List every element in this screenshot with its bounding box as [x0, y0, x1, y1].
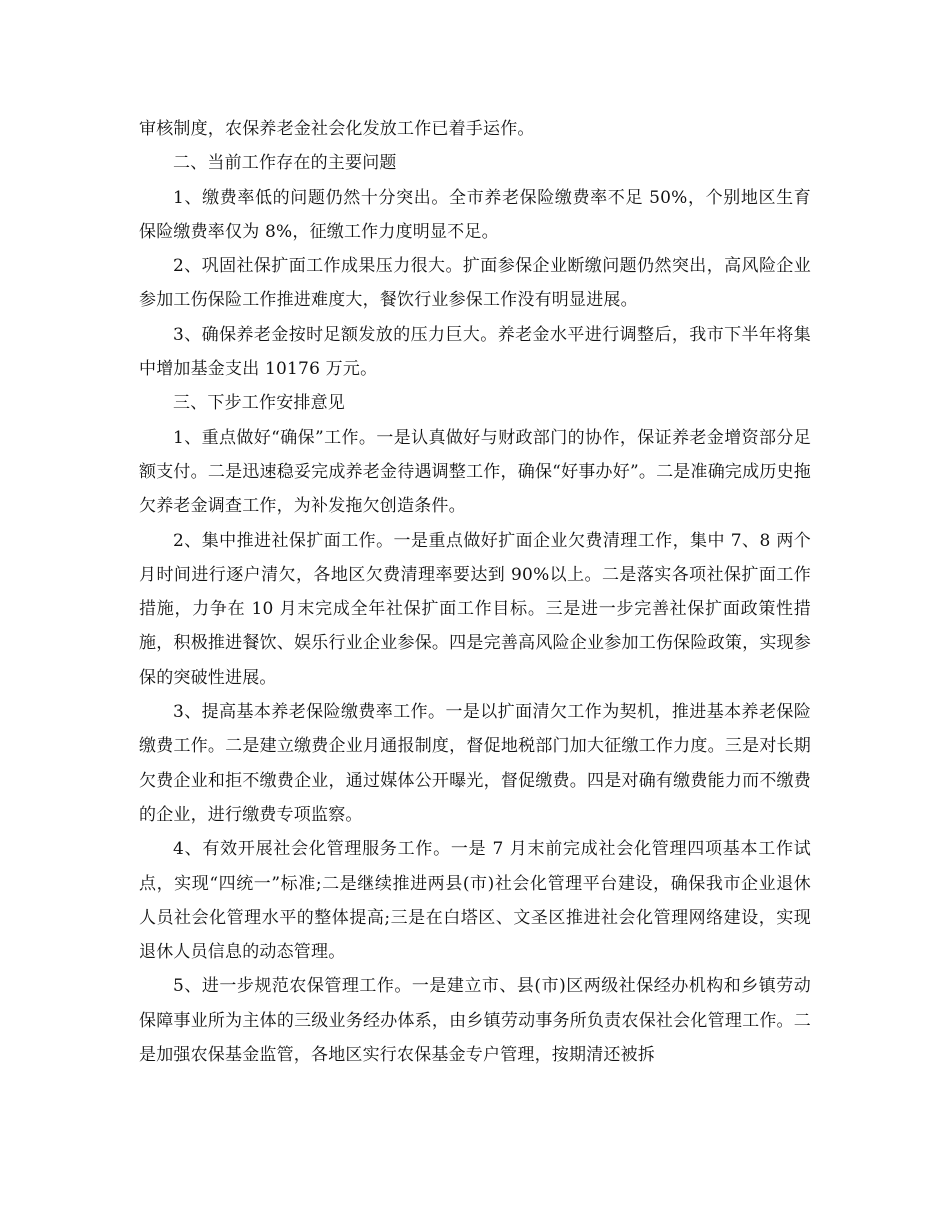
- paragraph-step-3: 3、提高基本养老保险缴费率工作。一是以扩面清欠工作为契机，推进基本养老保险缴费工作。二是建立缴费企业月通报制度，督促地税部门加大征缴工作力度。三是对长期欠费企业和拒不缴费企业，通过媒体公开曝光，督促缴费。四是对确有缴费能力而不缴费的企业，进行缴费专项监察。: [139, 702, 811, 825]
- section-heading-next-steps: 三、下步工作安排意见: [173, 393, 345, 414]
- paragraph-continuation: 审核制度，农保养老金社会化发放工作已着手运作。: [139, 119, 535, 139]
- document-body: [139, 112, 811, 1072]
- paragraph-step-1: 1、重点做好“确保”工作。一是认真做好与财政部门的协作，保证养老金增资部分足额支付。二是迅速稳妥完成养老金待遇调整工作，确保“好事办好”。二是准确完成历史拖欠养老金调查工作，为补发拖欠创造条件。: [139, 427, 811, 517]
- paragraph-problem-2: 2、巩固社保扩面工作成果压力很大。扩面参保企业断缴问题仍然突出，高风险企业参加工伤保险工作推进难度大，餐饮行业参保工作没有明显进展。: [139, 256, 811, 311]
- paragraph-problem-1: 1、缴费率低的问题仍然十分突出。全市养老保险缴费率不足 50%，个别地区生育保险缴费率仅为 8%，征缴工作力度明显不足。: [139, 187, 811, 242]
- section-heading-main-problems: 二、当前工作存在的主要问题: [173, 153, 397, 174]
- paragraph-step-5: 5、进一步规范农保管理工作。一是建立市、县(市)区两级社保经办机构和乡镇劳动保障事业所为主体的三级业务经办体系，由乡镇劳动事务所负责农保社会化管理工作。二是加强农保基金监管，各地区实行农保基金专户管理，按期清还被拆: [139, 976, 811, 1066]
- paragraph-step-2: 2、集中推进社保扩面工作。一是重点做好扩面企业欠费清理工作，集中 7、8 两个月时间进行逐户清欠，各地区欠费清理率要达到 90%以上。二是落实各项社保扩面工作措施，力争在 10 月末完成全年社保扩面工作目标。三是进一步完善社保扩面政策性措施，积极推进餐饮、娱乐行业企业参保。四是完善高风险企业参加工伤保险政策，实现参保的突破性进展。: [139, 530, 811, 688]
- paragraph-step-4: 4、有效开展社会化管理服务工作。一是 7 月末前完成社会化管理四项基本工作试点，实现“四统一”标准;二是继续推进两县(市)社会化管理平台建设，确保我市企业退休人员社会化管理水平的整体提高;三是在白塔区、文圣区推进社会化管理网络建设，实现退休人员信息的动态管理。: [139, 839, 811, 963]
- paragraph-problem-3: 3、确保养老金按时足额发放的压力巨大。养老金水平进行调整后，我市下半年将集中增加基金支出 10176 万元。: [139, 324, 811, 380]
